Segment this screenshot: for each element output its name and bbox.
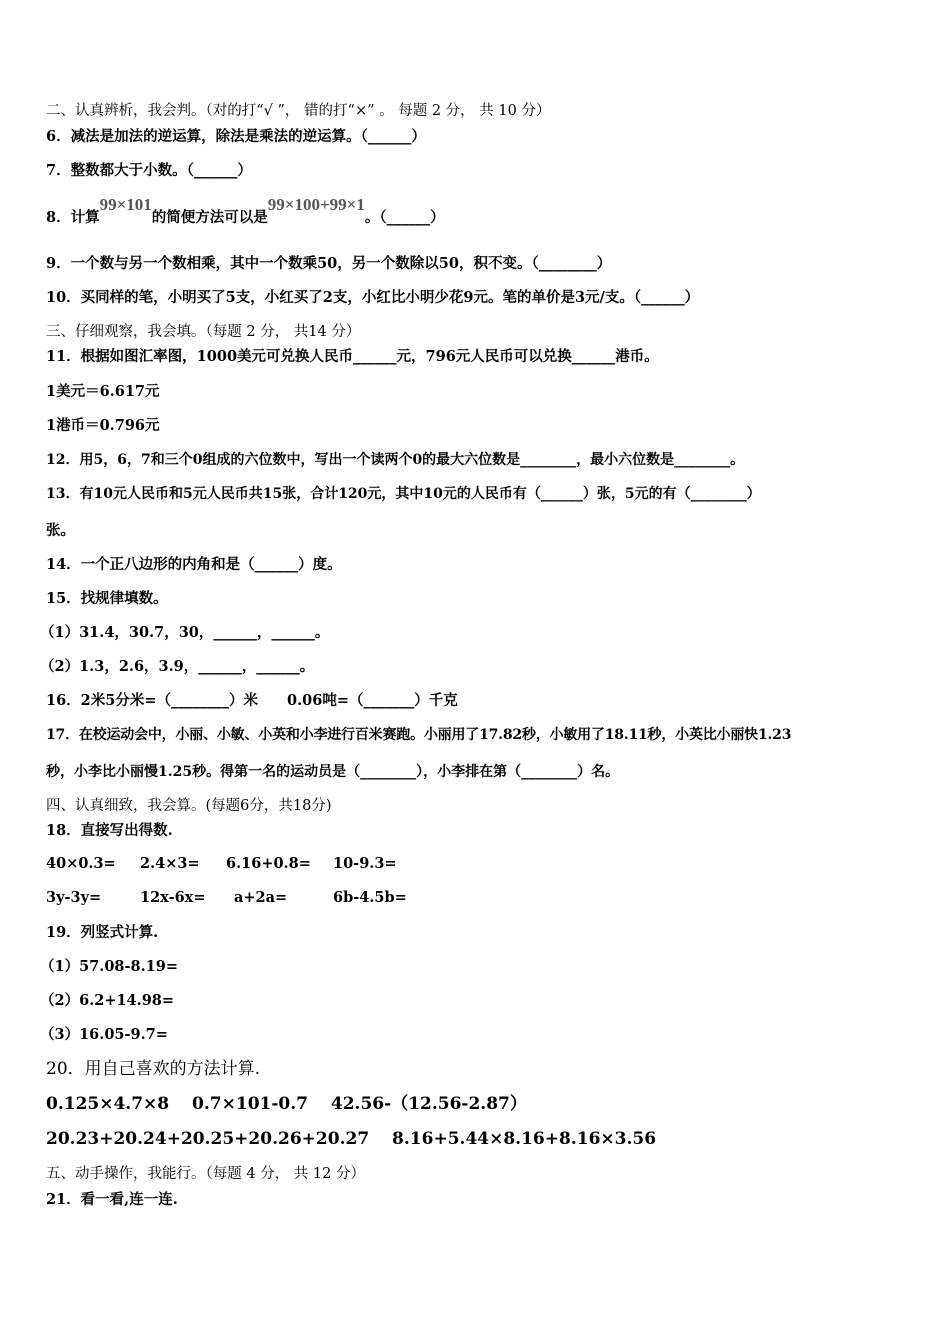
question-21: 21．看一看,连一连. xyxy=(46,1191,178,1208)
question-15-1: （1）31.4，30.7，30，______，______。 xyxy=(40,624,330,641)
question-19: 19．列竖式计算. xyxy=(46,924,159,941)
question-6: 6．减法是加法的逆运算，除法是乘法的逆运算。（______） xyxy=(46,128,426,145)
question-8 xyxy=(46,195,445,227)
rate-hkd: 1港币＝0.796元 xyxy=(46,417,160,434)
calc-item: 6b-4.5b= xyxy=(333,889,407,906)
question-11: 11．根据如图汇率图，1000美元可兑换人民币______元，796元人民币可以兑换______港币。 xyxy=(46,348,659,365)
calc-item: 2.4×3= xyxy=(140,855,200,872)
q8-text-a: 8．计算 xyxy=(46,209,100,226)
question-20: 20．用自己喜欢的方法计算. xyxy=(46,1059,261,1079)
section-3-heading: 三、仔细观察，我会填。（每题 2 分， 共14 分） xyxy=(46,324,361,340)
vertical-calc-2: （2）6.2+14.98= xyxy=(40,992,175,1009)
question-15-2: （2）1.3，2.6，3.9，______，______。 xyxy=(40,658,315,675)
section-4-heading: 四、认真细致，我会算。(每题6分，共18分) xyxy=(46,798,332,814)
calc-item: 6.16+0.8= xyxy=(226,855,311,872)
calc-item: 10-9.3= xyxy=(333,855,397,872)
rate-usd: 1美元＝6.617元 xyxy=(46,383,160,400)
question-20-row-2: 20.23+20.24+20.25+20.26+20.27 8.16+5.44×8.16+8.16×3.56 xyxy=(46,1129,657,1149)
section-2-heading: 二、认真辨析，我会判。（对的打“√ ”， 错的打“×” 。 每题 2 分， 共 10 分） xyxy=(46,103,551,119)
question-16: 16．2米5分米=（________）米 0.06吨=（_______）千克 xyxy=(46,692,458,709)
q8-text-b: 的简便方法可以是 xyxy=(151,209,268,226)
question-12: 12．用5，6，7和三个0组成的六位数中，写出一个读两个0的最大六位数是________，最小六位数是________。 xyxy=(46,452,745,468)
question-9: 9．一个数与另一个数相乘，其中一个数乘50，另一个数除以50，积不变。（________） xyxy=(46,255,612,272)
question-13: 13．有10元人民币和5元人民币共15张，合计120元，其中10元的人民币有（______）张，5元的有（________） xyxy=(46,486,761,502)
formula-1: 99×101 xyxy=(99,195,152,214)
question-18: 18．直接写出得数. xyxy=(46,822,173,839)
calc-item: 12x-6x= xyxy=(140,889,206,906)
question-17: 17．在校运动会中，小丽、小敏、小英和小李进行百米赛跑。小丽用了17.82秒，小敏用了18.11秒，小英比小丽快1.23 xyxy=(46,727,792,743)
question-13-cont: 张。 xyxy=(46,522,75,539)
question-7: 7．整数都大于小数。（______） xyxy=(46,162,252,179)
vertical-calc-3: （3）16.05-9.7= xyxy=(40,1026,168,1043)
q8-text-c: 。（______） xyxy=(364,209,445,226)
section-5-heading: 五、动手操作，我能行。（每题 4 分， 共 12 分） xyxy=(46,1166,365,1182)
question-10: 10．买同样的笔，小明买了5支，小红买了2支，小红比小明少花9元。笔的单价是3元/支。（______） xyxy=(46,289,700,306)
calc-item: 40×0.3= xyxy=(46,855,116,872)
question-17-cont: 秒，小李比小丽慢1.25秒。得第一名的运动员是（________），小李排在第（________）名。 xyxy=(46,764,620,780)
question-14: 14．一个正八边形的内角和是（______）度。 xyxy=(46,556,342,573)
formula-2: 99×100+99×1 xyxy=(267,195,365,214)
calc-item: 3y-3y= xyxy=(46,889,102,906)
vertical-calc-1: （1）57.08-8.19= xyxy=(40,958,178,975)
question-20-row-1: 0.125×4.7×8 0.7×101-0.7 42.56-（12.56-2.87） xyxy=(46,1094,527,1114)
calc-item: a+2a= xyxy=(234,889,288,906)
question-15: 15．找规律填数。 xyxy=(46,590,168,607)
